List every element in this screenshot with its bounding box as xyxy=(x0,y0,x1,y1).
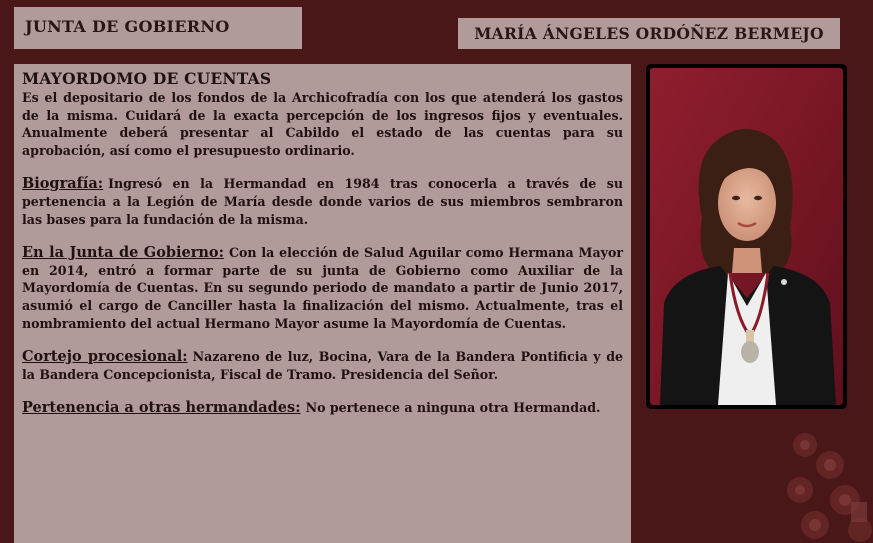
section-procession xyxy=(22,348,623,383)
section-board xyxy=(22,244,623,332)
other-brotherhoods-text: No pertenece a ninguna otra Hermandad. xyxy=(305,400,601,416)
board-label: En la Junta de Gobierno: xyxy=(22,244,224,262)
role-description: Es el depositario de los fondos de la Archicofradía con los que atenderá los gastos de la misma. Cuidará de la exacta percepción de los ingresos fijos y eventuales. Anualmente deberá presentar al Cabildo el estado de las cuentas para su aprobación, así como el presupuesto ordinario. xyxy=(22,90,623,158)
portrait-frame xyxy=(646,64,847,409)
section-other-brotherhoods xyxy=(22,399,623,417)
section-biography xyxy=(22,175,623,228)
biography-text: Ingresó en la Hermandad en 1984 tras conocerla a través de su pertenencia a la Legión de María desde donde varios de sus miembros sembraron las bases para la fundación de la misma. xyxy=(22,176,623,227)
person-name: MARÍA ÁNGELES ORDÓÑEZ BERMEJO xyxy=(458,18,840,49)
content-panel xyxy=(14,64,631,543)
biography-label: Biografía: xyxy=(22,175,104,193)
procession-label: Cortejo procesional: xyxy=(22,348,188,366)
other-brotherhoods-label: Pertenencia a otras hermandades: xyxy=(22,399,301,417)
floral-ornament xyxy=(775,420,873,543)
role-title: MAYORDOMO DE CUENTAS xyxy=(22,69,272,88)
section-title: JUNTA DE GOBIERNO xyxy=(14,7,302,49)
portrait-photo xyxy=(650,68,843,405)
board-text: Con la elección de Salud Aguilar como Hermana Mayor en 2014, entró a formar parte de su junta de Gobierno como Auxiliar de la Mayordomía de Cuentas. En su segundo periodo de mandato a partir de Junio 2017, asumió el cargo de Canciller hasta la finalización del mismo. Actualmente, tras el nombramiento del actual Hermano Mayor asume la Mayordomía de Cuentas. xyxy=(22,245,623,331)
procession-text: Nazareno de luz, Bocina, Vara de la Bandera Pontificia y de la Bandera Concepcionista, Fiscal de Tramo. Presidencia del Señor. xyxy=(22,349,624,382)
